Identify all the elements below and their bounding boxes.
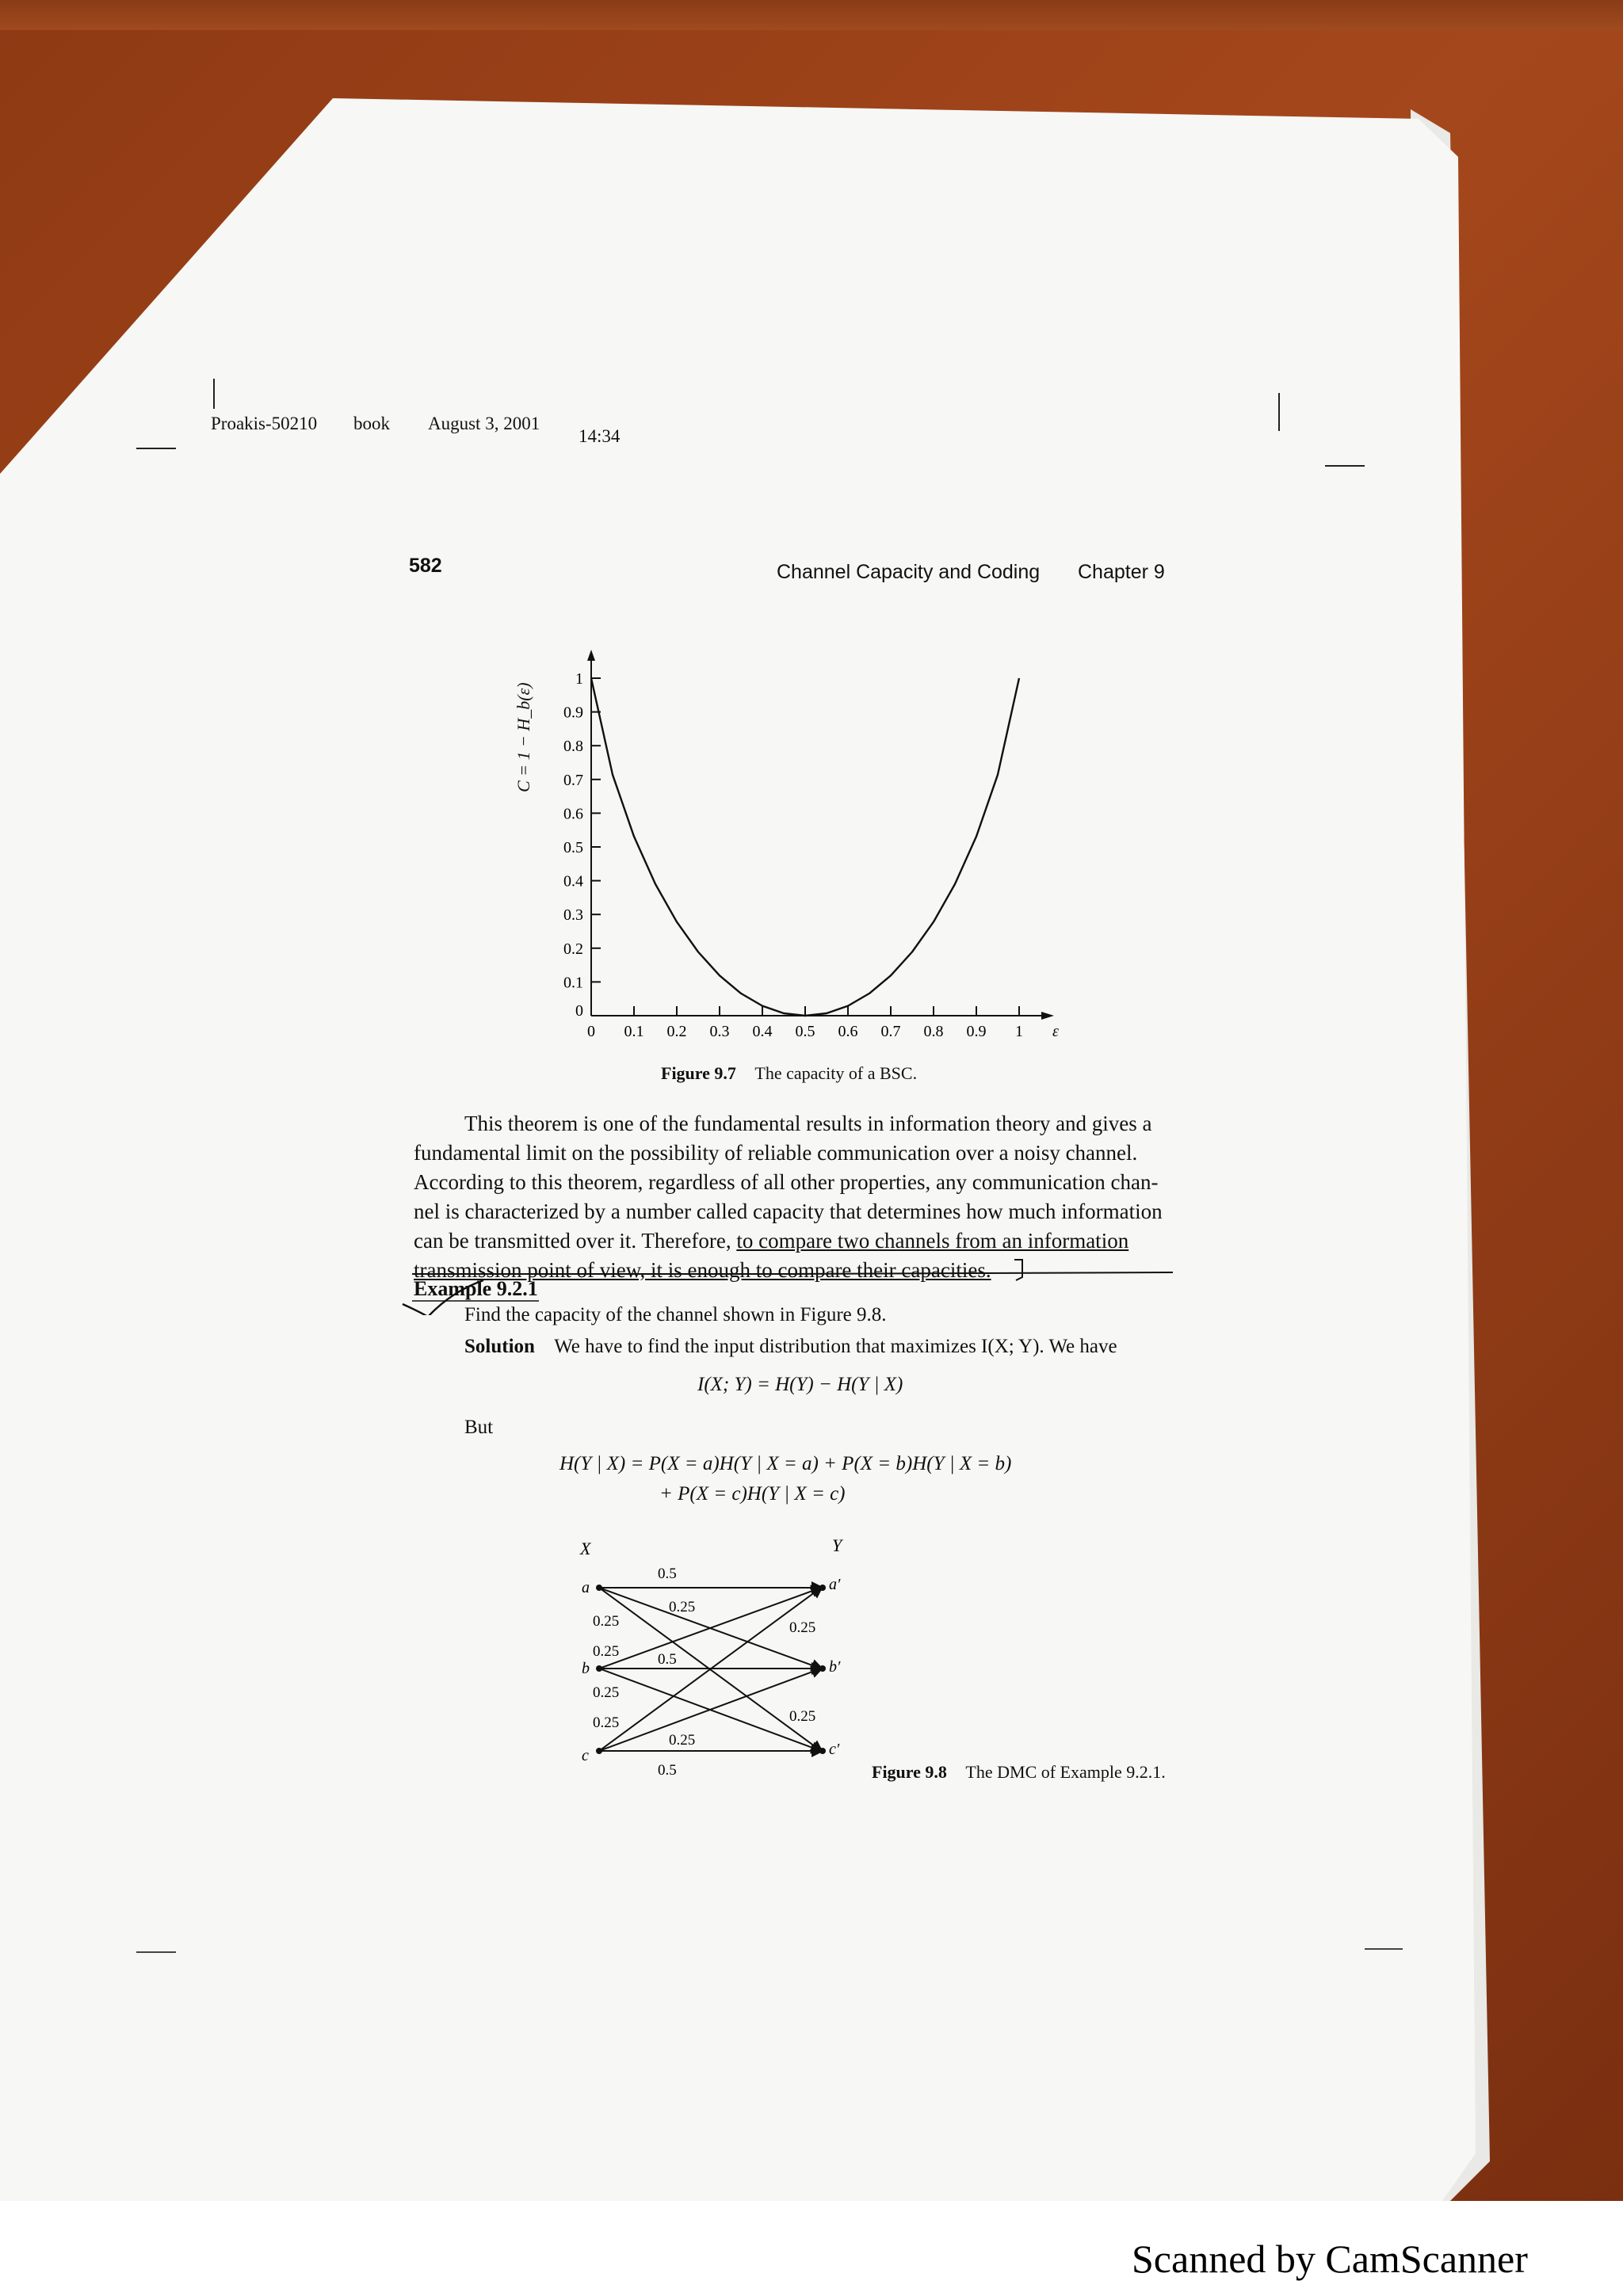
example-statement: Find the capacity of the channel shown in Figure 9.8.: [464, 1304, 887, 1325]
print-date: August 3, 2001: [428, 414, 540, 433]
y-tick-label: 0.8: [563, 738, 583, 756]
capacity-curve: [591, 678, 1019, 1016]
dmc-input-a: a: [582, 1579, 590, 1596]
dmc-transition-lines: [599, 1588, 821, 1751]
dmc-input-label: X: [580, 1539, 591, 1558]
y-tick-label: 0.1: [563, 974, 583, 992]
dmc-input-c: c: [582, 1747, 589, 1764]
figure-9-7-caption: The capacity of a BSC.: [754, 1063, 918, 1083]
equation-conditional-entropy-2: + P(X = c)H(Y | X = c): [659, 1483, 846, 1505]
y-tick-label: 0.9: [563, 704, 583, 722]
x-axis-symbol: ε: [1052, 1023, 1059, 1040]
svg-text:0.5: 0.5: [658, 1762, 677, 1779]
equation-conditional-entropy-1: H(Y | X) = P(X = a)H(Y | X = a) + P(X = b)H(Y | X = b): [559, 1453, 1012, 1474]
running-head-title: Channel Capacity and Coding: [777, 561, 1041, 583]
x-tick-label: 0.2: [666, 1023, 687, 1040]
y-tick-label: 0.7: [563, 771, 583, 789]
x-tick-label: 0.6: [838, 1023, 858, 1040]
paragraph-line: This theorem is one of the fundamental results in information theory and gives a: [464, 1112, 1152, 1135]
y-axis-arrow: [587, 650, 595, 661]
y-tick-label: 0.5: [563, 839, 583, 856]
x-tick-label: 0.5: [795, 1023, 815, 1040]
solution-text: We have to find the input distribution that maximizes I(X; Y). We have: [554, 1336, 1117, 1357]
y-tick-label: 1: [575, 670, 583, 688]
bsc-capacity-chart: [507, 618, 1078, 1046]
dmc-output-b: b′: [829, 1658, 841, 1676]
svg-text:0.25: 0.25: [669, 1599, 696, 1615]
svg-text:0.25: 0.25: [593, 1643, 620, 1660]
but-text: But: [464, 1417, 494, 1438]
x-tick-label: 0.1: [624, 1023, 644, 1040]
y-tick-label: 0.2: [563, 940, 583, 958]
print-time: 14:34: [579, 426, 621, 446]
x-tick-label: 0.8: [923, 1023, 944, 1040]
pen-annotation: [396, 1228, 1197, 1315]
svg-text:0.25: 0.25: [593, 1684, 620, 1701]
dmc-diagram: [555, 1537, 872, 1791]
y-tick-label: 0.6: [563, 805, 583, 823]
svg-text:0.25: 0.25: [789, 1708, 816, 1725]
svg-text:0.5: 0.5: [658, 1566, 677, 1582]
dmc-output-c: c′: [829, 1741, 840, 1758]
paragraph-line: can be transmitted over it. Therefore,: [414, 1229, 737, 1253]
scanner-watermark: Scanned by CamScanner: [1132, 2237, 1528, 2281]
paragraph-line: fundamental limit on the possibility of reliable communication over a noisy channel.: [414, 1141, 1138, 1165]
paragraph-line: According to this theorem, regardless of all other properties, any communication chan-: [414, 1170, 1159, 1194]
book-id: Proakis-50210: [211, 414, 318, 433]
x-tick-label: 0.4: [752, 1023, 773, 1040]
y-tick-label: 0.3: [563, 906, 583, 925]
paragraph-line: nel is characterized by a number called capacity that determines how much information: [414, 1199, 1163, 1223]
equation-mutual-information: I(X; Y) = H(Y) − H(Y | X): [697, 1374, 903, 1395]
underlined-text: transmission point of view, it is enough to compare their capacities.: [414, 1258, 991, 1282]
y-tick-label: 0.4: [563, 872, 583, 891]
svg-text:0.25: 0.25: [669, 1732, 696, 1749]
x-tick-label: 0: [587, 1023, 595, 1040]
x-tick-label: 0.9: [966, 1023, 987, 1040]
x-tick-label: 0.7: [880, 1023, 901, 1040]
x-tick-label: 0.3: [709, 1023, 730, 1040]
running-head-chapter: Chapter 9: [1078, 561, 1165, 583]
dmc-output-a: a′: [829, 1576, 841, 1593]
dmc-output-label: Y: [832, 1537, 842, 1555]
svg-text:0.25: 0.25: [789, 1619, 816, 1636]
book-kind: book: [353, 414, 390, 433]
x-tick-label: 1: [1015, 1023, 1023, 1040]
svg-text:0.25: 0.25: [593, 1714, 620, 1731]
example-title: Example 9.2.1: [414, 1277, 538, 1300]
figure-9-8-label: Figure 9.8: [872, 1762, 947, 1782]
figure-9-7-label: Figure 9.7: [661, 1063, 736, 1083]
y-tick-label: 0: [575, 1002, 583, 1020]
svg-text:0.25: 0.25: [789, 1675, 816, 1691]
figure-9-8-caption: The DMC of Example 9.2.1.: [965, 1762, 1166, 1782]
page-number: 582: [409, 555, 442, 577]
y-axis-label: C = 1 − H_b(ε): [514, 682, 533, 792]
svg-text:0.25: 0.25: [593, 1613, 620, 1630]
dmc-input-b: b: [582, 1660, 590, 1677]
svg-text:0.5: 0.5: [658, 1651, 677, 1668]
x-axis-arrow: [1041, 1012, 1054, 1020]
solution-label: Solution: [464, 1336, 535, 1357]
underlined-text: to compare two channels from an information: [736, 1229, 1129, 1253]
